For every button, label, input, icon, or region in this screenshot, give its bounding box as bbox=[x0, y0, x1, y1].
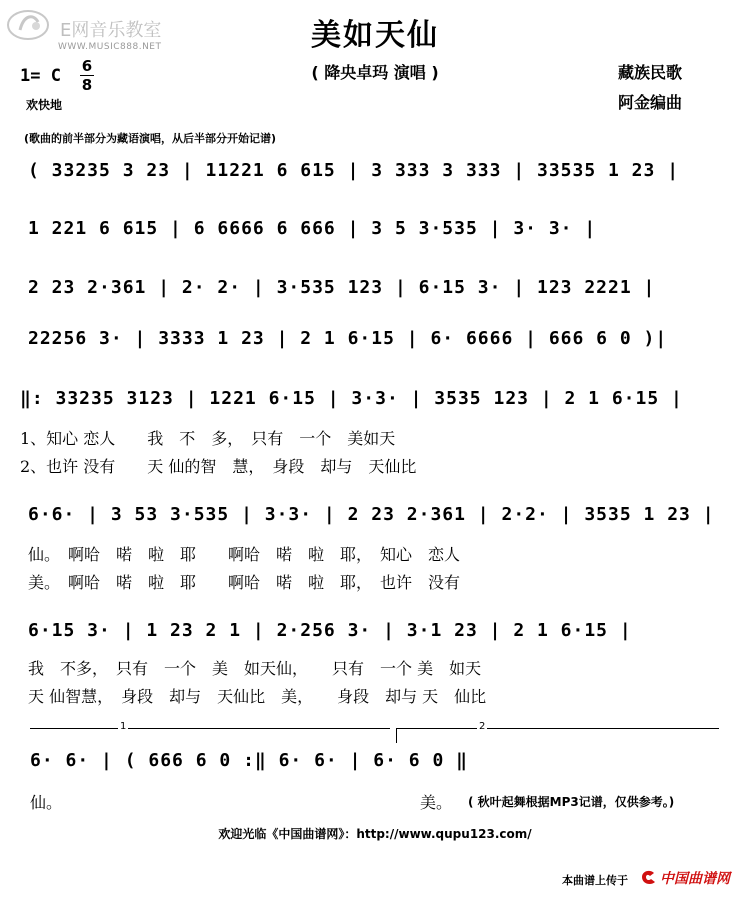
score-row-3: 2 23 2·361 | 2· 2· | 3·535 123 | 6·15 3· | 123 2221 | bbox=[28, 277, 656, 298]
score-row-7: 6·15 3· | 1 23 2 1 | 2·256 3· | 3·1 23 | 2 1 6·15 | bbox=[28, 620, 632, 641]
score-row-8: 6· 6· | ( 666 6 0 :‖ 6· 6· | 6· 6 0 ‖ bbox=[30, 750, 468, 771]
performer: ( 降央卓玛 演唱 ) bbox=[311, 63, 439, 82]
site-logo-icon bbox=[640, 868, 658, 886]
time-signature-top: 6 bbox=[81, 57, 93, 75]
volta-1-label: 1 bbox=[120, 721, 127, 732]
site-brand[interactable]: 中国曲谱网 bbox=[660, 871, 730, 887]
upload-text: 本曲谱上传于 bbox=[562, 874, 628, 887]
volta-2-label: 2 bbox=[479, 721, 486, 732]
time-signature bbox=[80, 58, 94, 93]
watermark-url: WWW.MUSIC888.NET bbox=[58, 42, 162, 52]
volta-2 bbox=[396, 721, 719, 743]
score-row-4: 22256 3· | 3333 1 23 | 2 1 6·15 | 6· 6666 | 666 6 0 )| bbox=[28, 328, 668, 349]
watermark-site-name: E网音乐教室 bbox=[60, 20, 162, 41]
lyrics-row-7-verse-2: 天 仙智慧， 身段 却与 天仙比 美， 身段 却与 天 仙比 bbox=[28, 687, 487, 706]
volta-1 bbox=[30, 721, 390, 743]
lyrics-row-6-verse-2: 美。 啊哈 喏 啦 耶 啊哈 喏 啦 耶， 也许 没有 bbox=[28, 573, 461, 592]
lyrics-row-7-verse-1: 我 不多， 只有 一个 美 如天仙， 只有 一个 美 如天 bbox=[28, 659, 482, 678]
lyrics-row-5-verse-1: 1、知心 恋人 我 不 多， 只有 一个 美如天 bbox=[20, 429, 396, 448]
origin-credit: 藏族民歌 bbox=[618, 63, 683, 82]
intro-note: (歌曲的前半部分为藏语演唱，从后半部分开始记谱) bbox=[24, 132, 277, 145]
tempo-marking: 欢快地 bbox=[26, 98, 63, 112]
key-signature: 1= C bbox=[20, 66, 61, 86]
transcription-note: ( 秋叶起舞根据MP3记谱，仅供参考。) bbox=[468, 795, 675, 809]
lyrics-row-8-ending-1: 仙。 bbox=[30, 793, 63, 812]
time-signature-bottom: 8 bbox=[81, 76, 93, 94]
song-title: 美如天仙 bbox=[311, 18, 439, 53]
lyrics-row-6-verse-1: 仙。 啊哈 喏 啦 耶 啊哈 喏 啦 耶， 知心 恋人 bbox=[28, 545, 461, 564]
lyrics-row-8-ending-2: 美。 bbox=[420, 793, 453, 812]
score-row-2: 1 221 6 615 | 6 6666 6 666 | 3 5 3·535 | 3· 3· | bbox=[28, 218, 597, 239]
arranger-credit: 阿金编曲 bbox=[618, 93, 683, 112]
score-row-5: ‖: 33235 3123 | 1221 6·15 | 3·3· | 3535 123 | 2 1 6·15 | bbox=[20, 388, 683, 409]
footer-link[interactable]: 欢迎光临《中国曲谱网》：http://www.qupu123.com/ bbox=[218, 827, 532, 841]
lyrics-row-5-verse-2: 2、也许 没有 天 仙的智 慧， 身段 却与 天仙比 bbox=[20, 457, 417, 476]
score-row-6: 6·6· | 3 53 3·535 | 3·3· | 2 23 2·361 | 2·2· | 3535 1 23 | bbox=[28, 504, 715, 525]
score-row-1: ( 33235 3 23 | 11221 6 615 | 3 333 3 333 | 33535 1 23 | bbox=[28, 160, 680, 181]
